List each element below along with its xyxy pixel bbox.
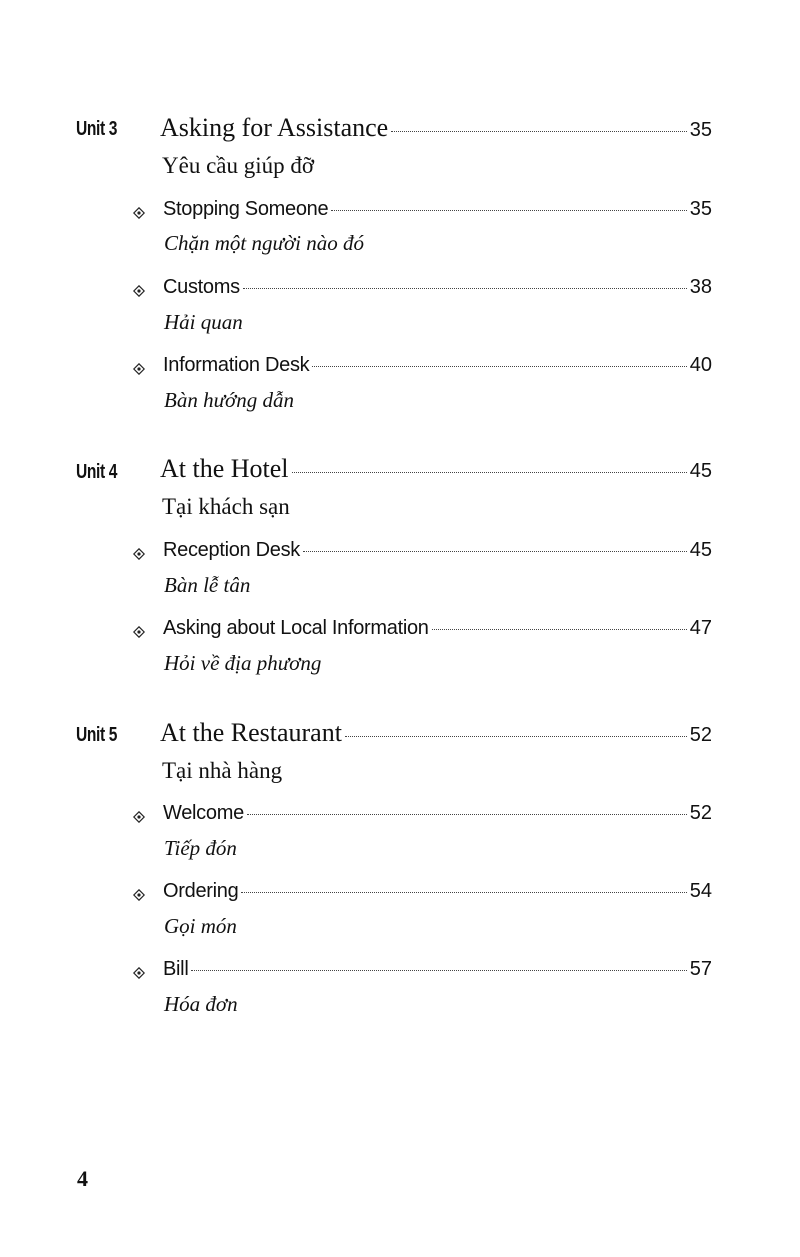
unit-subtitle: Tại khách sạn (162, 494, 290, 519)
page-number: 54 (689, 880, 712, 902)
page-number: 38 (689, 276, 712, 298)
diamond-dot-icon (133, 967, 145, 979)
item-row[interactable] (163, 617, 712, 640)
dot-leader (247, 814, 687, 815)
dot-leader (191, 970, 686, 971)
unit-label: Unit 5 (76, 724, 117, 746)
page-number: 45 (689, 460, 712, 482)
unit-title[interactable]: Asking for Assistance (160, 113, 389, 142)
page-number: 47 (689, 617, 712, 639)
dot-leader (303, 551, 687, 552)
item-row[interactable] (163, 802, 712, 825)
unit-label: Unit 4 (76, 461, 117, 483)
page-number: 52 (689, 724, 712, 746)
diamond-dot-icon (133, 626, 145, 638)
item-subtitle: Bàn hướng dẫn (164, 388, 294, 412)
page-folio: 4 (77, 1166, 88, 1191)
item-row[interactable] (163, 958, 712, 981)
diamond-dot-icon (133, 811, 145, 823)
item-title[interactable]: Customs (163, 276, 240, 298)
unit-heading-row[interactable] (160, 113, 712, 143)
item-row[interactable] (163, 880, 712, 903)
unit-subtitle: Tại nhà hàng (162, 758, 283, 783)
item-subtitle: Tiếp đón (164, 836, 237, 860)
page-number: 52 (689, 802, 712, 824)
page-number: 35 (689, 119, 712, 141)
diamond-dot-icon (133, 363, 145, 375)
dot-leader (312, 366, 686, 367)
item-subtitle: Chặn một người nào đó (164, 231, 365, 255)
item-row[interactable] (163, 354, 712, 377)
item-row[interactable] (163, 198, 712, 221)
item-title[interactable]: Welcome (163, 802, 244, 824)
unit-label: Unit 3 (76, 118, 117, 140)
item-title[interactable]: Information Desk (163, 354, 310, 376)
dot-leader (391, 131, 687, 132)
item-row[interactable] (163, 276, 712, 299)
page-number: 57 (689, 958, 712, 980)
item-title[interactable]: Asking about Local Information (163, 617, 429, 639)
dot-leader (243, 288, 687, 289)
dot-leader (345, 736, 687, 737)
item-title[interactable]: Bill (163, 958, 189, 980)
unit-title[interactable]: At the Hotel (160, 454, 289, 483)
dot-leader (331, 210, 686, 211)
item-row[interactable] (163, 539, 712, 562)
unit-subtitle: Yêu cầu giúp đỡ (162, 153, 315, 178)
item-subtitle: Hỏi về địa phương (164, 651, 322, 675)
page-number: 35 (689, 198, 712, 220)
item-title[interactable]: Stopping Someone (163, 198, 329, 220)
page-number: 45 (689, 539, 712, 561)
unit-heading-row[interactable] (160, 718, 712, 748)
page-number: 40 (689, 354, 712, 376)
unit-heading-row[interactable] (160, 454, 712, 484)
item-title[interactable]: Reception Desk (163, 539, 300, 561)
unit-title[interactable]: At the Restaurant (160, 718, 342, 747)
item-title[interactable]: Ordering (163, 880, 239, 902)
item-subtitle: Gọi món (164, 914, 237, 938)
diamond-dot-icon (133, 207, 145, 219)
diamond-dot-icon (133, 889, 145, 901)
dot-leader (292, 472, 687, 473)
dot-leader (432, 629, 687, 630)
item-subtitle: Hóa đơn (164, 992, 238, 1016)
dot-leader (241, 892, 686, 893)
diamond-dot-icon (133, 548, 145, 560)
diamond-dot-icon (133, 285, 145, 297)
item-subtitle: Hải quan (164, 310, 243, 334)
item-subtitle: Bàn lễ tân (164, 573, 251, 597)
